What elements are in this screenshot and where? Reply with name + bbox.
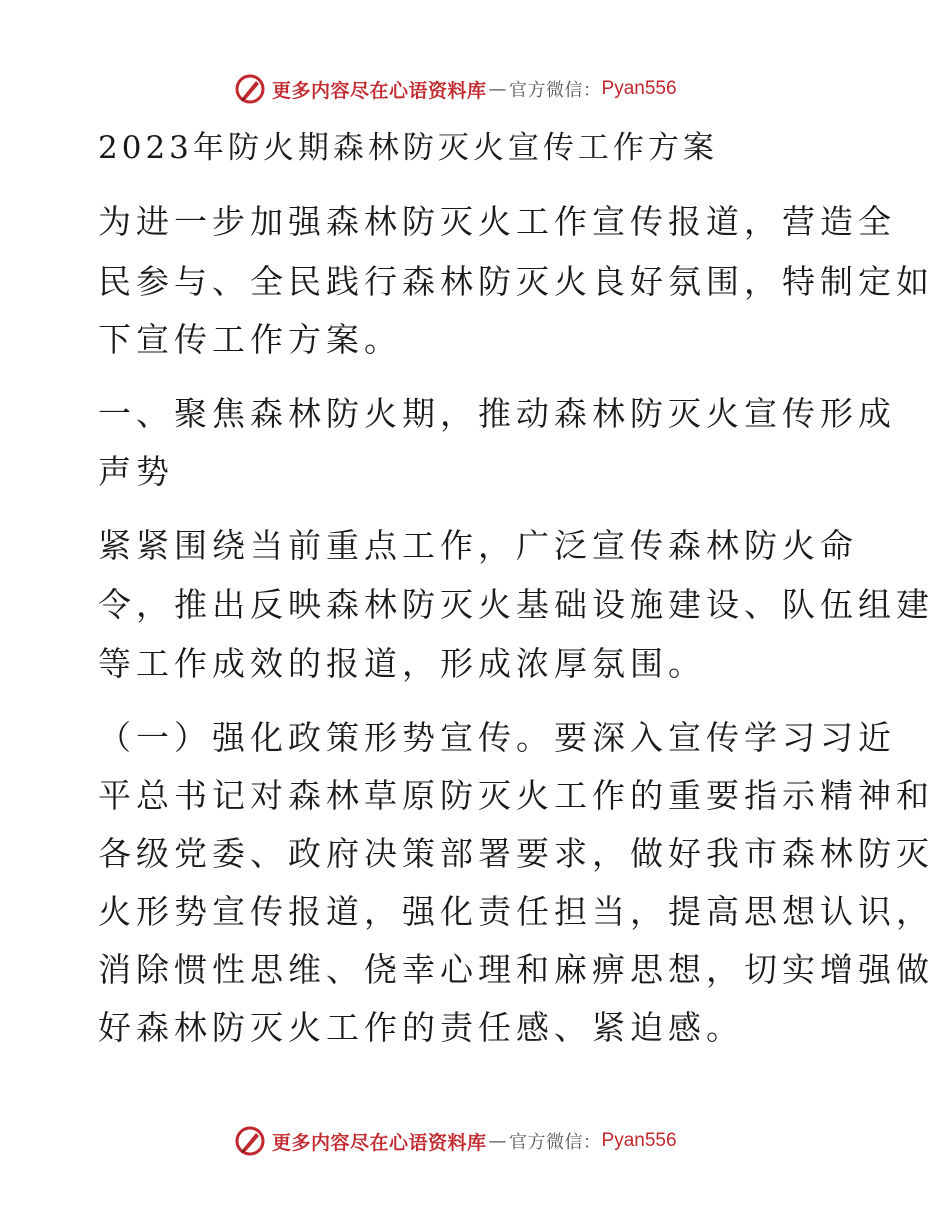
watermark-separator: —: [488, 1130, 508, 1152]
footer-watermark: [234, 1124, 677, 1158]
watermark-wechat-id: Pyan556: [601, 1130, 677, 1151]
watermark-official-label: 官方微信：: [509, 80, 602, 101]
document-title: 2023年防火期森林防灭火宣传工作方案: [98, 130, 718, 166]
body-line: 各级党委、政府决策部署要求，做好我市森林防灭: [98, 834, 934, 873]
subsection-line: （一）强化政策形势宣传。要深入宣传学习习近: [98, 718, 896, 757]
header-watermark: [234, 72, 677, 106]
body-line: 平总书记对森林草原防灭火工作的重要指示精神和: [98, 776, 934, 815]
body-line: 消除惯性思维、侥幸心理和麻痹思想，切实增强做: [98, 950, 934, 989]
section-heading: 一、聚焦森林防火期，推动森林防灭火宣传形成: [98, 394, 896, 433]
body-line: 民参与、全民践行森林防灭火良好氛围，特制定如: [98, 262, 934, 301]
body-line: 火形势宣传报道，强化责任担当，提高思想认识，: [98, 892, 934, 931]
watermark-site-text: 更多内容尽在心语资料库: [272, 1131, 487, 1154]
body-line: 紧紧围绕当前重点工作，广泛宣传森林防火命: [98, 526, 858, 565]
watermark-separator: —: [488, 78, 508, 100]
quill-logo-icon: [234, 73, 266, 105]
body-line: 为进一步加强森林防灭火工作宣传报道，营造全: [98, 202, 896, 241]
body-line: 好森林防灭火工作的责任感、紧迫感。: [98, 1008, 744, 1047]
watermark-wechat-id: Pyan556: [601, 78, 677, 99]
watermark-official-label: 官方微信：: [509, 1132, 602, 1153]
section-heading: 声势: [98, 452, 174, 491]
watermark-site-text: 更多内容尽在心语资料库: [272, 79, 487, 102]
body-line: 下宣传工作方案。: [98, 320, 402, 359]
body-line: 令，推出反映森林防灭火基础设施建设、队伍组建: [98, 585, 934, 624]
quill-logo-icon: [234, 1125, 266, 1157]
body-line: 等工作成效的报道，形成浓厚氛围。: [98, 644, 706, 683]
